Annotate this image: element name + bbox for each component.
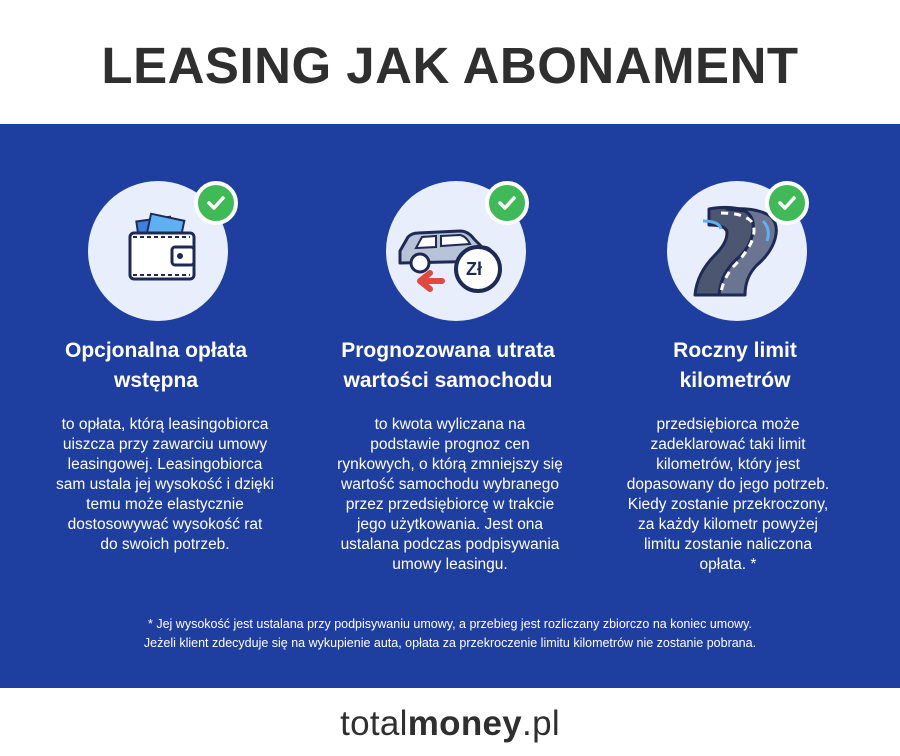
brand-logo[interactable] xyxy=(340,704,560,744)
header xyxy=(0,0,900,124)
feature-description: to opłata, którą leasingobiorca uiszcza przy zawarciu umowy leasingowej. Leasingobiorca sam ustala jej wysokość i dzięki temu może elastycznie dostosowywać wysokość rat do swoich potrzeb. xyxy=(56,416,274,553)
brand-part-total: total xyxy=(340,704,408,743)
page-title: LEASING JAK ABONAMENT xyxy=(101,36,799,94)
feature-depreciation xyxy=(300,124,600,594)
footnote: * Jej wysokość jest ustalana przy podpisywaniu umowy, a przebieg jest rozliczany zbiorczo na koniec umowy. Jeżeli klient zdecyduje się na wykupienie auta, opłata za przekroczenie limitu kilometrów nie zostanie pobrana. xyxy=(143,617,757,650)
features-panel xyxy=(0,124,900,688)
check-icon xyxy=(765,181,809,225)
check-icon xyxy=(485,181,529,225)
footer xyxy=(0,688,900,756)
feature-description: przedsiębiorca może zadeklarować taki limit kilometrów, który jest dopasowany do jego potrzeb. Kiedy zostanie przekroczony, za każdy kilometr powyżej limitu zostanie naliczona opłata. * xyxy=(626,416,830,573)
feature-mileage-limit xyxy=(587,124,887,594)
feature-down-payment xyxy=(0,124,300,594)
check-icon xyxy=(194,181,238,225)
currency-badge-label: Zł xyxy=(466,259,482,279)
brand-part-money: money xyxy=(407,704,523,743)
feature-heading: Opcjonalna opłata wstępna xyxy=(64,339,248,392)
feature-heading: Roczny limit kilometrów xyxy=(673,339,797,392)
brand-part-domain: .pl xyxy=(522,704,560,743)
feature-heading: Prognozowana utrata wartości samochodu xyxy=(341,339,555,392)
feature-description: to kwota wyliczana na podstawie prognoz cen rynkowych, o którą zmniejszy się wartość samochodu wybranego przez przedsiębiorcę w trakcie jego użytkowania. Jest ona ustalana podczas podpisywania umowy leasingu. xyxy=(337,416,563,573)
